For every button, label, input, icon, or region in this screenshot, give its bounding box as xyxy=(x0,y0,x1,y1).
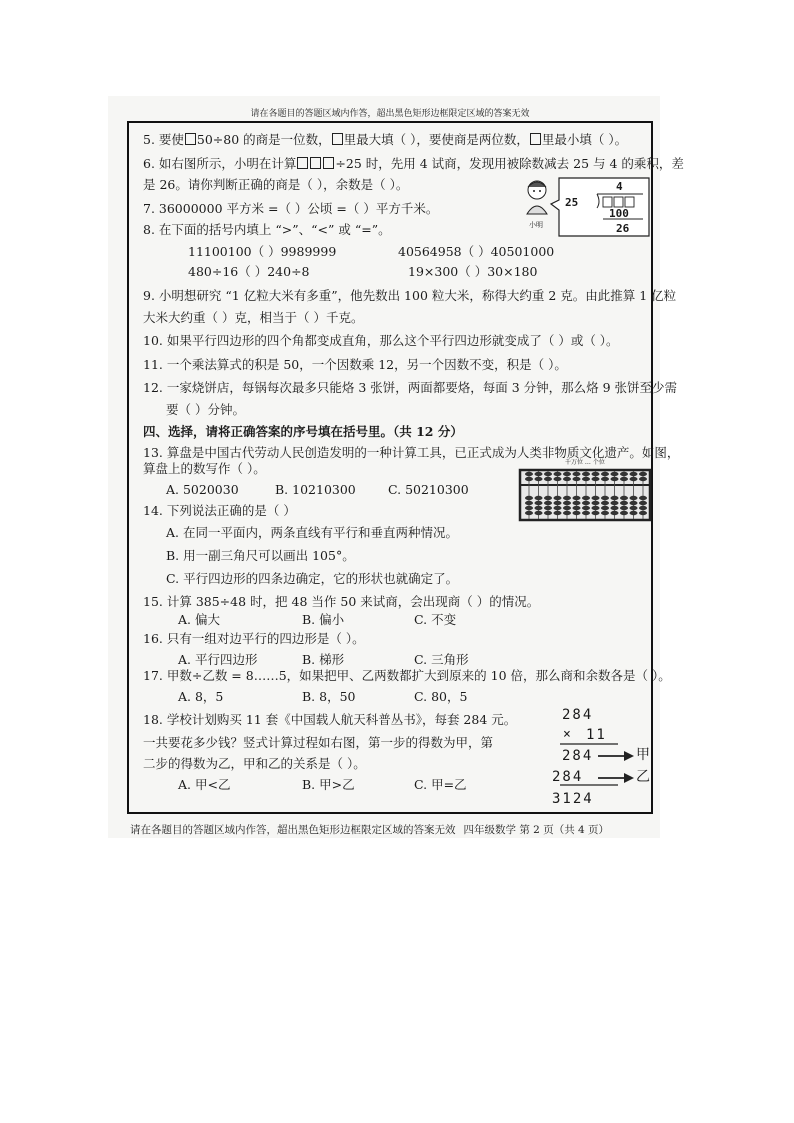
abacus-bead xyxy=(563,501,571,505)
blank-box-icon xyxy=(323,157,334,169)
abacus-bead xyxy=(592,501,600,505)
abacus-bead xyxy=(544,477,552,481)
question-11: 11. 一个乘法算式的积是 50，一个因数乘 12，另一个因数不变，积是（ ）。 xyxy=(143,357,567,372)
abacus-bead xyxy=(582,477,590,481)
divisor-value: 25 xyxy=(565,196,579,209)
q17-option-a: A. 8，5 xyxy=(178,689,224,704)
abacus-bead xyxy=(592,477,600,481)
abacus-bead xyxy=(582,472,590,476)
q15-option-b: B. 偏小 xyxy=(302,612,345,627)
abacus-bead xyxy=(554,506,562,510)
abacus-bead xyxy=(611,496,619,500)
abacus-bead xyxy=(601,496,609,500)
question-12: 12. 一家烧饼店，每锅每次最多只能烙 3 张饼，两面都要烙，每面 3 分钟，那么烙 9 张饼至少需 xyxy=(143,380,678,395)
question-9: 9. 小明想研究 “1 亿粒大米有多重”，他先数出 100 粒大米，称得大约重 2 克。由此推算 1 亿粒 xyxy=(143,288,677,303)
q14-option-b: B. 用一副三角尺可以画出 105°。 xyxy=(166,548,355,563)
footer-note: 请在各题目的答题区域内作答，超出黑色矩形边框限定区域的答案无效 xyxy=(130,824,456,836)
abacus-bead xyxy=(601,511,609,515)
abacus-bead xyxy=(563,472,571,476)
abacus-bead xyxy=(592,506,600,510)
blank-box-icon xyxy=(185,133,196,145)
footer xyxy=(130,822,650,837)
q18-option-a: A. 甲<乙 xyxy=(178,777,231,792)
abacus-bead xyxy=(611,472,619,476)
abacus-bead xyxy=(525,511,533,515)
abacus-bead xyxy=(544,501,552,505)
question-8: 8. 在下面的括号内填上 “>”、“<” 或 “=”。 xyxy=(143,222,391,237)
abacus-bead xyxy=(582,511,590,515)
abacus-bead xyxy=(592,472,600,476)
multiplier: 11 xyxy=(586,727,607,743)
question-10: 10. 如果平行四边形的四个角都变成直角，那么这个平行四边形就变成了（ ）或（ ）。 xyxy=(143,333,619,348)
abacus-bead xyxy=(620,496,628,500)
blank-box-icon xyxy=(297,157,308,169)
abacus-bead xyxy=(601,477,609,481)
question-6: 6. 如右图所示，小明在计算 ÷25 时，先用 4 试商，发现用被除数减去 25 与 4 的乘积，差 xyxy=(143,156,684,171)
abacus-bead xyxy=(582,501,590,505)
page-number: 四年级数学 第 2 页（共 4 页） xyxy=(463,824,610,836)
q18-option-b: B. 甲>乙 xyxy=(302,777,355,792)
vertical-multiplication xyxy=(552,706,666,808)
times-sign: × xyxy=(563,727,571,742)
abacus-bead xyxy=(535,477,543,481)
q15-option-a: A. 偏大 xyxy=(178,612,220,627)
blank-box-icon xyxy=(310,157,321,169)
abacus-figure xyxy=(517,460,653,522)
abacus-place-labels: 千万位 … 个位 xyxy=(565,459,605,466)
abacus-bead xyxy=(554,477,562,481)
abacus-bead xyxy=(611,511,619,515)
abacus-bead xyxy=(582,496,590,500)
abacus-bead xyxy=(630,511,638,515)
q17-option-b: B. 8，50 xyxy=(302,689,356,704)
xiaoming-division-svg xyxy=(515,174,651,240)
abacus-bead xyxy=(554,501,562,505)
abacus-bead xyxy=(535,472,543,476)
abacus-bead xyxy=(611,501,619,505)
q14-option-a: A. 在同一平面内，两条直线有平行和垂直两种情况。 xyxy=(166,525,458,540)
abacus-bead xyxy=(573,496,581,500)
q8-item-2: 40564958（ ）40501000 xyxy=(398,244,555,259)
abacus-bead xyxy=(563,477,571,481)
abacus-bead xyxy=(554,496,562,500)
header-note: 请在各题目的答题区域内作答，超出黑色矩形边框限定区域的答案无效 xyxy=(250,109,530,119)
character-name: 小明 xyxy=(529,221,543,229)
abacus-bead xyxy=(611,506,619,510)
q8-item-4: 19×300（ ）30×180 xyxy=(408,264,538,279)
label-yi: 乙 xyxy=(636,769,650,785)
question-18-line-3: 二步的得数为乙，甲和乙的关系是（ ）。 xyxy=(143,756,366,771)
abacus-bead xyxy=(525,501,533,505)
question-9-line-2: 大米大约重（ ）克，相当于（ ）千克。 xyxy=(143,310,364,325)
q13-option-a: A. 5020030 xyxy=(166,482,239,497)
q13-option-c: C. 50210300 xyxy=(388,482,469,497)
abacus-bead xyxy=(573,477,581,481)
q16-option-b: B. 梯形 xyxy=(302,652,345,667)
abacus-bead xyxy=(601,506,609,510)
product-value: 100 xyxy=(609,207,629,220)
abacus-bead xyxy=(620,477,628,481)
abacus-bead xyxy=(525,472,533,476)
quotient-digit: 4 xyxy=(616,180,623,193)
abacus-bead xyxy=(573,501,581,505)
abacus-bead xyxy=(563,506,571,510)
blank-box-icon xyxy=(332,133,343,145)
question-13: 13. 算盘是中国古代劳动人民创造发明的一种计算工具，已正式成为人类非物质文化遗产。如图， xyxy=(143,445,680,460)
abacus-bead xyxy=(592,496,600,500)
final-product: 3124 xyxy=(552,791,594,807)
question-6-line-2: 是 26。请你判断正确的商是（ ），余数是（ ）。 xyxy=(143,177,409,192)
abacus-bead xyxy=(639,511,647,515)
abacus-bead xyxy=(639,472,647,476)
abacus-bead xyxy=(535,506,543,510)
abacus-bead xyxy=(592,511,600,515)
q8-item-3: 480÷16（ ）240÷8 xyxy=(188,264,310,279)
abacus-bead xyxy=(573,506,581,510)
question-14: 14. 下列说法正确的是（ ） xyxy=(143,503,296,518)
q8-item-1: 11100100（ ）9989999 xyxy=(188,244,337,259)
abacus-bead xyxy=(573,472,581,476)
abacus-bead xyxy=(639,496,647,500)
abacus-bead xyxy=(620,506,628,510)
abacus-bead xyxy=(544,506,552,510)
abacus-bead xyxy=(535,496,543,500)
q14-option-c: C. 平行四边形的四条边确定，它的形状也就确定了。 xyxy=(166,571,459,586)
abacus-bead xyxy=(630,496,638,500)
abacus-bead xyxy=(554,511,562,515)
abacus-bead xyxy=(620,511,628,515)
question-13-line-2: 算盘上的数写作（ ）。 xyxy=(143,461,266,476)
q13-option-b: B. 10210300 xyxy=(275,482,356,497)
question-5: 5. 要使 50÷80 的商是一位数， 里最大填（ ），要使商是两位数， 里最小填（ ）。 xyxy=(143,132,628,147)
abacus-bead xyxy=(563,511,571,515)
q15-option-c: C. 不变 xyxy=(414,612,457,627)
blank-box-icon xyxy=(530,133,541,145)
question-12-line-2: 要（ ）分钟。 xyxy=(166,402,245,417)
abacus-bead xyxy=(611,477,619,481)
abacus-bead xyxy=(630,472,638,476)
abacus-bead xyxy=(563,496,571,500)
abacus-bead xyxy=(639,506,647,510)
question-18-line-2: 一共要花多少钱？竖式计算过程如右图，第一步的得数为甲，第 xyxy=(143,735,494,750)
partial-product-1: 284 xyxy=(562,748,594,764)
abacus-bead xyxy=(525,506,533,510)
multiplicand: 284 xyxy=(562,707,594,723)
abacus-bead xyxy=(535,501,543,505)
abacus-bead xyxy=(544,472,552,476)
partial-product-2: 284 xyxy=(552,769,584,785)
label-jia: 甲 xyxy=(636,747,650,763)
question-7: 7. 36000000 平方米 =（ ）公顷 =（ ）平方千米。 xyxy=(143,201,439,216)
abacus-bead xyxy=(544,496,552,500)
q16-option-c: C. 三角形 xyxy=(414,652,469,667)
abacus-bead xyxy=(601,472,609,476)
question-17: 17. 甲数÷乙数 = 8……5，如果把甲、乙两数都扩大到原来的 10 倍，那么商和余数各是（ ）。 xyxy=(143,668,671,683)
q18-option-c: C. 甲=乙 xyxy=(414,777,467,792)
question-16: 16. 只有一组对边平行的四边形是（ ）。 xyxy=(143,631,365,646)
abacus-bead xyxy=(544,511,552,515)
section-4-heading: 四、选择，请将正确答案的序号填在括号里。（共 12 分） xyxy=(143,424,463,439)
abacus-bead xyxy=(601,501,609,505)
abacus-bead xyxy=(525,477,533,481)
question-15: 15. 计算 385÷48 时，把 48 当作 50 来试商，会出现商（ ）的情况。 xyxy=(143,594,540,609)
abacus-bead xyxy=(535,511,543,515)
abacus-bead xyxy=(554,472,562,476)
question-18: 18. 学校计划购买 11 套《中国载人航天科普丛书》，每套 284 元。 xyxy=(143,712,517,727)
abacus-icon xyxy=(517,460,653,522)
abacus-bead xyxy=(573,511,581,515)
abacus-bead xyxy=(620,501,628,505)
abacus-bead xyxy=(620,472,628,476)
abacus-bead xyxy=(525,496,533,500)
abacus-bead xyxy=(630,506,638,510)
abacus-bead xyxy=(582,506,590,510)
abacus-bead xyxy=(630,477,638,481)
q17-option-c: C. 80，5 xyxy=(414,689,468,704)
division-figure xyxy=(515,174,651,240)
abacus-bead xyxy=(639,501,647,505)
abacus-bead xyxy=(630,501,638,505)
q16-option-a: A. 平行四边形 xyxy=(178,652,258,667)
remainder-value: 26 xyxy=(616,222,630,235)
abacus-bead xyxy=(639,477,647,481)
